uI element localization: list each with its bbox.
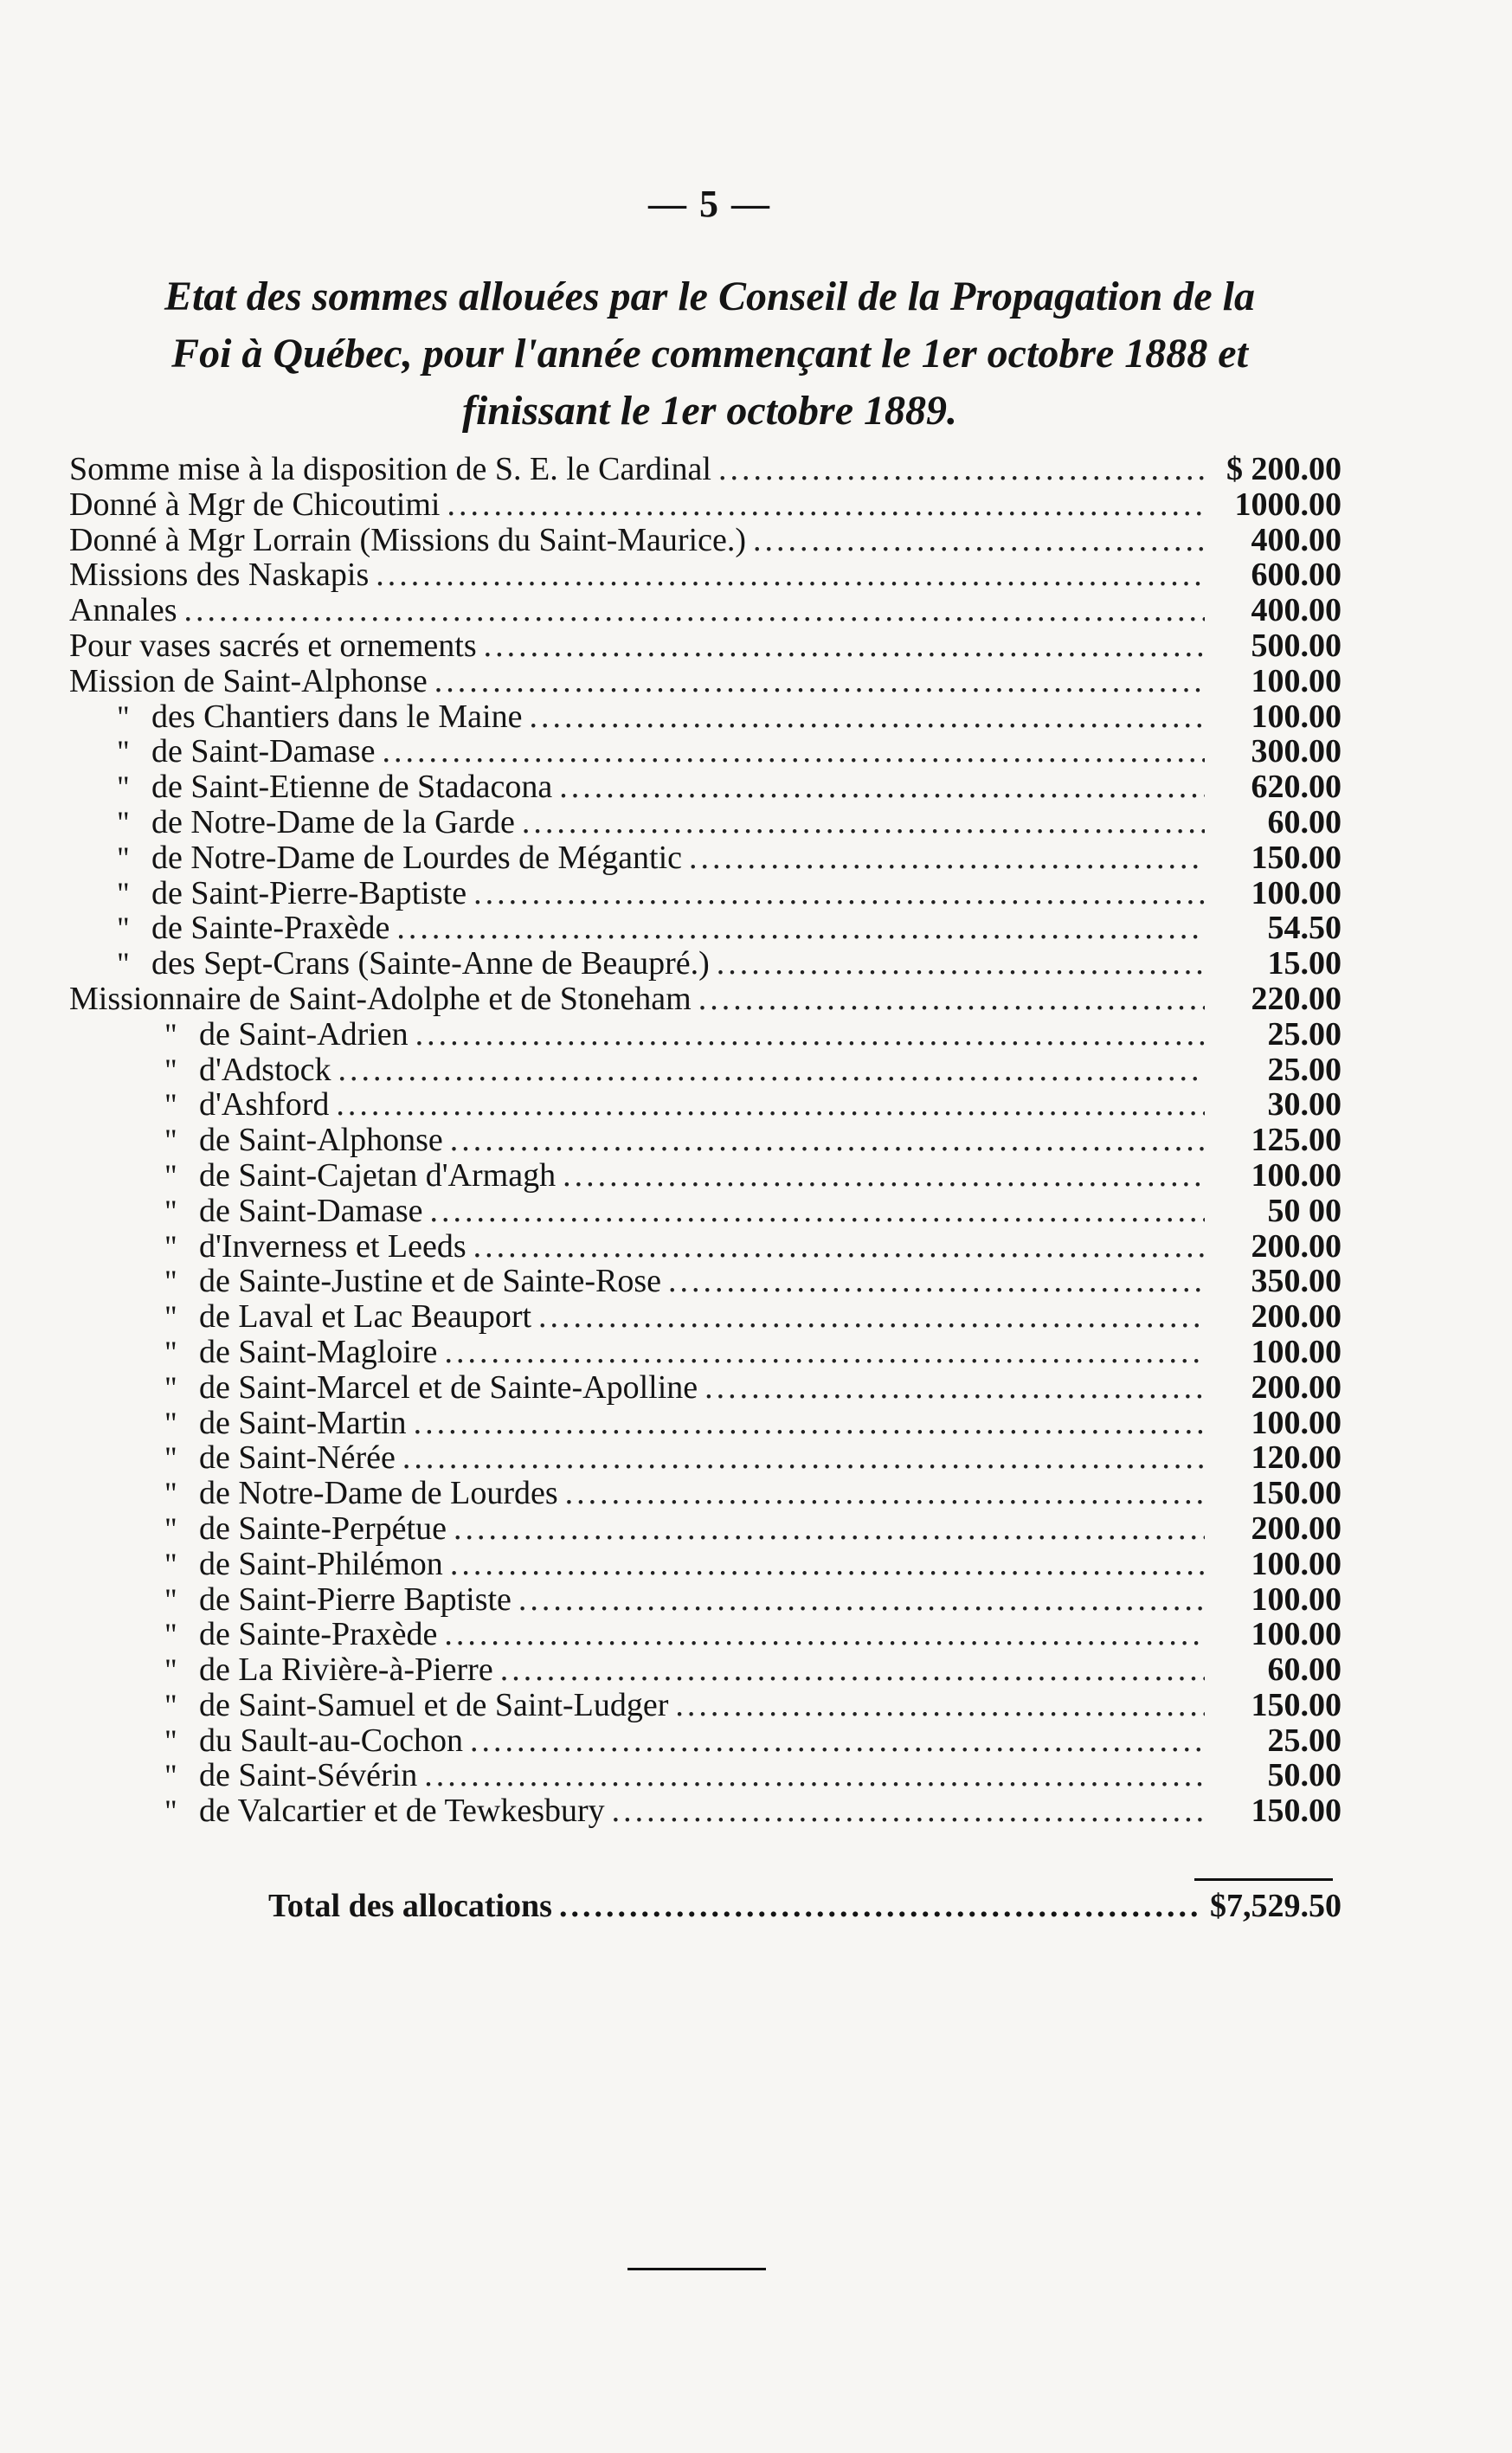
allocation-label: Annales — [69, 592, 177, 629]
allocation-amount: 100.00 — [1251, 1581, 1341, 1618]
dot-leader — [415, 1015, 1205, 1053]
allocation-amount: 600.00 — [1251, 557, 1341, 594]
dot-leader — [383, 732, 1205, 770]
dot-leader — [718, 450, 1205, 488]
ditto-mark: " — [164, 1440, 177, 1476]
allocation-row — [69, 627, 1341, 662]
dot-leader — [338, 1051, 1205, 1089]
allocation-amount: 100.00 — [1251, 874, 1341, 911]
allocation-amount: 30.00 — [1267, 1086, 1341, 1123]
allocation-label: Pour vases sacrés et ornements — [69, 627, 477, 664]
allocation-label: de Saint-Etienne de Stadacona — [151, 769, 553, 806]
allocation-label: de Saint-Sévérin — [199, 1757, 418, 1794]
document-heading — [69, 268, 1350, 440]
allocation-amount: 125.00 — [1251, 1122, 1341, 1159]
ditto-mark: " — [164, 1687, 177, 1722]
allocation-amount: 100.00 — [1251, 1545, 1341, 1582]
ditto-mark: " — [164, 1052, 177, 1087]
ditto-mark: " — [164, 1123, 177, 1158]
allocation-amount: 25.00 — [1267, 1722, 1341, 1759]
dot-leader — [396, 909, 1205, 947]
allocation-row — [69, 1051, 1341, 1086]
ditto-mark: " — [164, 1157, 177, 1193]
total-amount: $7,529.50 — [1210, 1888, 1341, 1924]
allocation-row — [69, 698, 1341, 733]
page-number: — 5 — — [648, 183, 771, 225]
dot-leader — [717, 944, 1205, 982]
ditto-mark: " — [164, 1581, 177, 1617]
allocation-amount: 400.00 — [1251, 521, 1341, 558]
dot-leader — [473, 874, 1205, 912]
allocation-label: de Notre-Dame de Lourdes — [199, 1475, 558, 1512]
allocation-amount: 15.00 — [1267, 945, 1341, 982]
allocation-row — [69, 1227, 1341, 1263]
allocation-label: de Sainte-Praxède — [151, 910, 390, 947]
allocation-row — [69, 803, 1341, 839]
ditto-mark: " — [164, 1299, 177, 1335]
allocation-row — [69, 1333, 1341, 1368]
allocation-label: de La Rivière-à-Pierre — [199, 1651, 493, 1689]
dot-leader — [522, 803, 1205, 841]
allocation-row — [69, 1686, 1341, 1722]
allocation-label: de Sainte-Perpétue — [199, 1510, 447, 1547]
allocation-amount: 200.00 — [1251, 1368, 1341, 1406]
allocation-amount: 54.50 — [1267, 910, 1341, 947]
dot-leader — [559, 1887, 1203, 1925]
ditto-mark: " — [164, 1758, 177, 1793]
allocation-row — [69, 839, 1341, 874]
dot-leader — [424, 1756, 1205, 1794]
bottom-rule — [627, 2268, 766, 2270]
dot-leader — [447, 486, 1205, 524]
allocation-label: de Saint-Magloire — [199, 1333, 438, 1370]
allocation-row — [69, 909, 1341, 947]
allocation-row — [69, 1368, 1341, 1404]
dot-leader — [450, 1121, 1205, 1159]
allocation-list — [69, 450, 1341, 1830]
allocation-row — [69, 732, 1341, 768]
allocation-row — [69, 1615, 1341, 1651]
allocation-amount: 60.00 — [1267, 803, 1341, 840]
allocation-row — [69, 1651, 1341, 1689]
dot-leader — [559, 768, 1205, 806]
ditto-mark: " — [164, 1193, 177, 1228]
allocation-label: Missions des Naskapis — [69, 557, 370, 594]
allocation-row — [69, 1015, 1341, 1051]
allocation-label: de Saint-Samuel et de Saint-Ludger — [199, 1686, 669, 1723]
allocation-label: Donné à Mgr de Chicoutimi — [69, 486, 441, 523]
allocation-row — [69, 521, 1341, 557]
dot-leader — [753, 521, 1205, 559]
allocation-amount: 150.00 — [1251, 1793, 1341, 1830]
allocation-amount: 150.00 — [1251, 1686, 1341, 1723]
allocation-amount: 220.00 — [1251, 980, 1341, 1017]
allocation-label: de Saint-Adrien — [199, 1015, 409, 1053]
allocation-label: de Saint-Cajetan d'Armagh — [199, 1156, 557, 1194]
allocation-amount: 200.00 — [1251, 1298, 1341, 1336]
ditto-mark: " — [117, 875, 130, 911]
ditto-mark: " — [164, 1369, 177, 1405]
dot-leader — [414, 1404, 1205, 1442]
allocation-label: de Laval et Lac Beauport — [199, 1298, 532, 1336]
allocation-label: Mission de Saint-Alphonse — [69, 662, 428, 699]
allocation-label: des Sept-Crans (Sainte-Anne de Beaupré.) — [151, 945, 710, 982]
ditto-mark: " — [117, 734, 130, 769]
dot-leader — [705, 1368, 1205, 1407]
ditto-mark: " — [164, 1476, 177, 1511]
ditto-mark: " — [117, 699, 130, 734]
allocation-amount: 25.00 — [1267, 1015, 1341, 1053]
allocation-row — [69, 1722, 1341, 1757]
allocation-row — [69, 1545, 1341, 1581]
allocation-amount: 25.00 — [1267, 1051, 1341, 1088]
heading-line: Etat des sommes allouées par le Conseil de la Propagation de la — [164, 274, 1255, 319]
allocation-amount: 200.00 — [1251, 1510, 1341, 1547]
dot-leader — [430, 1192, 1205, 1230]
dot-leader — [470, 1722, 1205, 1760]
allocation-amount: 100.00 — [1251, 1333, 1341, 1370]
dot-leader — [434, 662, 1205, 700]
dot-leader — [565, 1474, 1205, 1512]
total-row — [268, 1887, 1341, 1925]
dot-leader — [500, 1651, 1205, 1689]
allocation-row — [69, 1756, 1341, 1792]
allocation-row — [69, 591, 1341, 627]
dot-leader — [402, 1439, 1205, 1477]
allocation-label: de Saint-Martin — [199, 1404, 407, 1441]
allocation-row — [69, 450, 1341, 486]
allocation-label: de Saint-Alphonse — [199, 1122, 443, 1159]
allocation-amount: 300.00 — [1251, 733, 1341, 770]
allocation-amount: 50.00 — [1267, 1757, 1341, 1794]
allocation-row — [69, 1404, 1341, 1439]
ditto-mark: " — [164, 1617, 177, 1652]
allocation-amount: 100.00 — [1251, 1404, 1341, 1441]
dot-leader — [518, 1581, 1205, 1619]
ditto-mark: " — [117, 804, 130, 840]
dot-leader — [612, 1792, 1205, 1830]
allocation-amount: 60.00 — [1267, 1651, 1341, 1689]
ditto-mark: " — [164, 1546, 177, 1581]
allocation-amount: 100.00 — [1251, 662, 1341, 699]
dot-leader — [484, 627, 1205, 665]
allocation-label: de Saint-Pierre-Baptiste — [151, 874, 467, 911]
dot-leader — [444, 1333, 1205, 1371]
ditto-mark: " — [164, 1793, 177, 1829]
allocation-label: de Saint-Marcel et de Sainte-Apolline — [199, 1368, 698, 1406]
allocation-row — [69, 1297, 1341, 1336]
allocation-row — [69, 1085, 1341, 1121]
dot-leader — [689, 839, 1205, 877]
allocation-label: de Saint-Nérée — [199, 1439, 396, 1477]
dot-leader — [538, 1297, 1205, 1336]
allocation-amount: 100.00 — [1251, 1616, 1341, 1653]
allocation-label: de Sainte-Justine et de Sainte-Rose — [199, 1263, 661, 1300]
allocation-amount: 620.00 — [1251, 769, 1341, 806]
allocation-row — [69, 944, 1341, 980]
allocation-label: d'Inverness et Leeds — [199, 1227, 466, 1265]
dot-leader — [450, 1545, 1205, 1583]
allocation-label: de Valcartier et de Tewkesbury — [199, 1793, 605, 1830]
total-rule — [1194, 1878, 1333, 1881]
allocation-row — [69, 1121, 1341, 1159]
allocation-row — [69, 874, 1341, 910]
allocation-amount: 1000.00 — [1234, 486, 1341, 523]
ditto-mark: " — [164, 1405, 177, 1440]
allocation-amount: 50 00 — [1267, 1192, 1341, 1229]
allocation-amount: 350.00 — [1251, 1263, 1341, 1300]
ditto-mark: " — [117, 769, 130, 805]
dot-leader — [698, 980, 1205, 1018]
allocation-label: de Saint-Damase — [151, 733, 376, 770]
allocation-row — [69, 1192, 1341, 1227]
allocation-row — [69, 1439, 1341, 1477]
ditto-mark: " — [164, 1510, 177, 1546]
allocation-amount: 500.00 — [1251, 627, 1341, 664]
allocation-row — [69, 980, 1341, 1015]
dot-leader — [668, 1262, 1205, 1300]
allocation-label: de Saint-Damase — [199, 1192, 423, 1229]
allocation-amount: 100.00 — [1251, 1156, 1341, 1194]
dot-leader — [454, 1510, 1205, 1548]
allocation-amount: 150.00 — [1251, 839, 1341, 876]
ditto-mark: " — [164, 1087, 177, 1123]
allocation-label: du Sault-au-Cochon — [199, 1722, 464, 1759]
allocation-amount: 120.00 — [1251, 1439, 1341, 1477]
total-label: Total des allocations — [268, 1888, 552, 1924]
allocation-row — [69, 1581, 1341, 1616]
ditto-mark: " — [164, 1652, 177, 1688]
dot-leader — [563, 1156, 1205, 1194]
ditto-mark: " — [164, 1228, 177, 1264]
allocation-amount: 100.00 — [1251, 698, 1341, 735]
allocation-row — [69, 486, 1341, 521]
allocation-row — [69, 556, 1341, 594]
dot-leader — [473, 1227, 1205, 1265]
allocation-row — [69, 1262, 1341, 1300]
allocation-label: Somme mise à la disposition de S. E. le Cardinal — [69, 451, 711, 487]
allocation-row — [69, 1792, 1341, 1830]
allocation-label: Missionnaire de Saint-Adolphe et de Stoneham — [69, 980, 692, 1017]
heading-line: finissant le 1er octobre 1889. — [462, 388, 957, 434]
ditto-mark: " — [164, 1722, 177, 1758]
allocation-row — [69, 1510, 1341, 1545]
ditto-mark: " — [164, 1016, 177, 1052]
dot-leader — [675, 1686, 1205, 1724]
allocation-label: de Notre-Dame de Lourdes de Mégantic — [151, 839, 683, 876]
allocation-label: d'Ashford — [199, 1086, 330, 1123]
allocation-label: de Saint-Pierre Baptiste — [199, 1581, 512, 1618]
heading-line: Foi à Québec, pour l'année commençant le 1er octobre 1888 et — [171, 331, 1248, 377]
dot-leader — [444, 1615, 1205, 1653]
allocation-label: de Saint-Philémon — [199, 1545, 443, 1582]
allocation-label: d'Adstock — [199, 1051, 331, 1088]
dot-leader — [184, 591, 1205, 629]
ditto-mark: " — [164, 1264, 177, 1299]
allocation-label: de Sainte-Praxède — [199, 1616, 438, 1653]
ditto-mark: " — [117, 840, 130, 875]
allocation-label: des Chantiers dans le Maine — [151, 698, 523, 735]
allocation-label: de Notre-Dame de la Garde — [151, 803, 515, 840]
dot-leader — [529, 698, 1205, 736]
dot-leader — [376, 556, 1205, 594]
allocation-row — [69, 768, 1341, 806]
ditto-mark: " — [117, 911, 130, 946]
ditto-mark: " — [117, 946, 130, 982]
dot-leader — [336, 1085, 1205, 1123]
allocation-row — [69, 1156, 1341, 1192]
allocation-amount: 150.00 — [1251, 1475, 1341, 1512]
allocation-amount: 200.00 — [1251, 1227, 1341, 1265]
allocation-amount: $ 200.00 — [1226, 451, 1341, 487]
ditto-mark: " — [164, 1334, 177, 1369]
allocation-amount: 400.00 — [1251, 592, 1341, 629]
allocation-row — [69, 662, 1341, 698]
allocation-label: Donné à Mgr Lorrain (Missions du Saint-Maurice.) — [69, 521, 747, 558]
allocation-row — [69, 1474, 1341, 1510]
